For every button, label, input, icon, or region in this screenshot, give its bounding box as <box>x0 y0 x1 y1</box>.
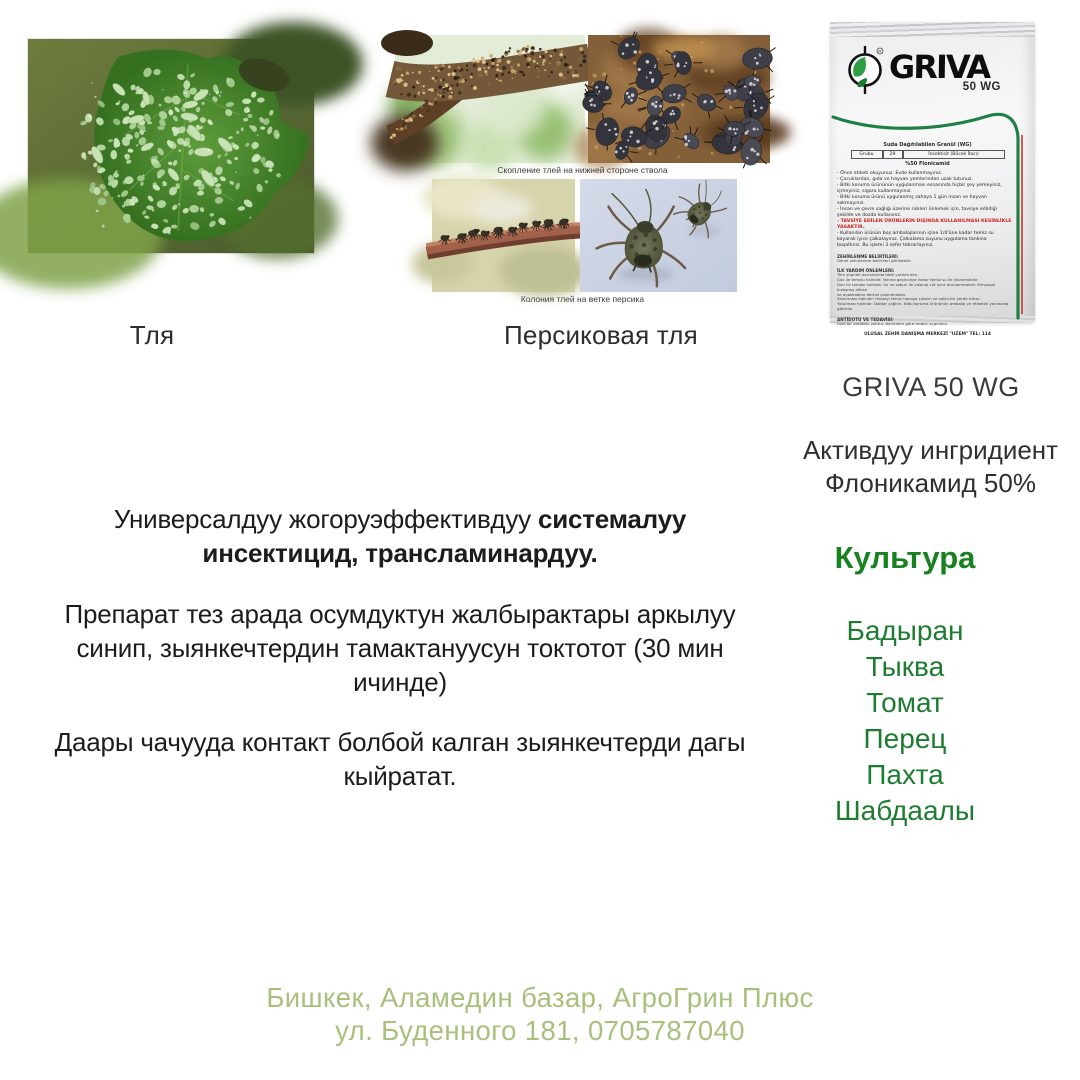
package-brand: GRIVA <box>888 48 990 86</box>
aphid-pair-photo <box>580 179 737 292</box>
peach-aphid-label: Персиковая тля <box>504 320 698 350</box>
active-ingredient-line2: Флоникамид 50% <box>825 468 1036 498</box>
peach-aphid-collage <box>395 35 770 307</box>
aphids-on-trunk-photo <box>395 35 585 163</box>
griva-leaf-logo-icon <box>845 46 885 94</box>
crop-item: Перец <box>863 723 947 754</box>
aphids-on-branch-photo <box>432 179 575 292</box>
contact-line1: Бишкек, Аламедин базар, АгроГрин Плюс <box>266 982 814 1013</box>
package-variant: 50 WG <box>962 81 1001 93</box>
description-bold-text: инсектицид, трансламинардуу. <box>202 538 598 568</box>
description-bold-text: системалуу <box>537 504 687 534</box>
contact-line2: ул. Буденного 181, 0705787040 <box>335 1015 745 1046</box>
collage-caption-top: Скопление тлей на нижней стороне ствола <box>497 165 668 175</box>
product-description <box>20 502 780 793</box>
crop-item: Тыква <box>865 651 945 682</box>
svg-text:R: R <box>878 48 882 54</box>
active-ingredient-line1: Активдуу ингридиент <box>802 435 1059 465</box>
description-text: Универсалдуу жогоруэффективдуу <box>113 504 538 534</box>
product-package <box>830 22 1035 337</box>
package-logo-row <box>843 46 1023 94</box>
description-paragraph-2: Препарат тез арада осумдуктун жалбырактары аркылуу синип, зыянкечтердин тамактануусун токтотот (30 мин ичинде) <box>64 599 736 697</box>
aphid-leaf-photo-image <box>28 39 314 253</box>
contact-footer <box>0 981 1080 1047</box>
crop-list <box>775 613 1035 829</box>
package-label-text: Suda Dağıtılabilen Granül (WG) Grubu 29 İnsektisit (Böcek İlacı) %50 Flonicamid - Önce etiketi okuyunuz. Evde kullanmayınız. - Çocuklardan, gıda ve hayvan yemlerinden uzak tutunuz. - Bitki koruma ürününün uygulanması esnasında hiçbir şey yemeyiniz, içmeyiniz, sigara kullanmayınız. - Bitki koruma ürünü uygulanmış sahaya 1 gün insan ve hayvan sokmayınız. - İnsan ve çevre sağlığı üzerine riskleri önlemek için, tavsiye edildiği şekilde ve dozda kullanınız. - TAVSİYE EDİLEN ÜRÜNLERİN DIŞINDA KULLANILMASI KESİNLİKLE YASAKTIR. - Kullanılan ürünün boş ambalajlarının içine 1/4'üne kadar temiz su koyarak iyice çalkalayınız. Çalkalama suyunu uygulama tankına boşaltınız. Bu işlemi 3 sefer tekrarlayınız. ZEHİRLENME BELİRTİLERİ: Genel zehirlenme belirtileri görülebilir. İLK YARDIM ÖNLEMLERİ: Tüm şüpheli durumlarda tıbbi yardım alın. Göz ile teması halinde: Yanma geçinceye kadar temiz su ile yıkanmalıdır. Deri ile teması halinde: Su ve sabun ile yıkanıp cilt iyice durulanmalıdır. Kimyasal bulaşmış elbise ve ayakkabılar derhal çıkarılmalıdır. Solunması halinde: Hastayı temiz havaya çıkarın ve sakin bir yerde tutun. Yutulması halinde: Doktor çağırın. Bitki koruma ürününün ambalaj ve etiketini yanınızda götürün. ANTİDOTU VE TEDAVİSİ: Özel bir antidotu yoktur. Belirtilere göre tedavi uygulanır. ULUSAL ZEHİR DANIŞMA MERKEZİ "UZEM" TEL: 114 <box>837 142 1012 337</box>
description-paragraph-1 <box>20 502 780 570</box>
aphid-photo-label: Тля <box>129 320 175 350</box>
product-name: GRIVA 50 WG <box>842 372 1020 402</box>
crop-item: Шабдаалы <box>835 795 975 826</box>
aphid-leaf-photo <box>27 38 315 254</box>
crop-item: Пахта <box>866 759 944 790</box>
culture-heading: Культура <box>834 540 976 575</box>
crop-item: Бадыран <box>846 615 964 646</box>
aphids-closeup-photo <box>588 35 770 163</box>
active-ingredient <box>790 434 1071 500</box>
description-paragraph-3: Даары чачууда контакт болбой калган зыянкечтерди дагы кыйратат. <box>54 727 746 791</box>
crop-item: Томат <box>866 687 944 718</box>
collage-caption-bottom: Колония тлей на ветке персика <box>520 294 645 304</box>
